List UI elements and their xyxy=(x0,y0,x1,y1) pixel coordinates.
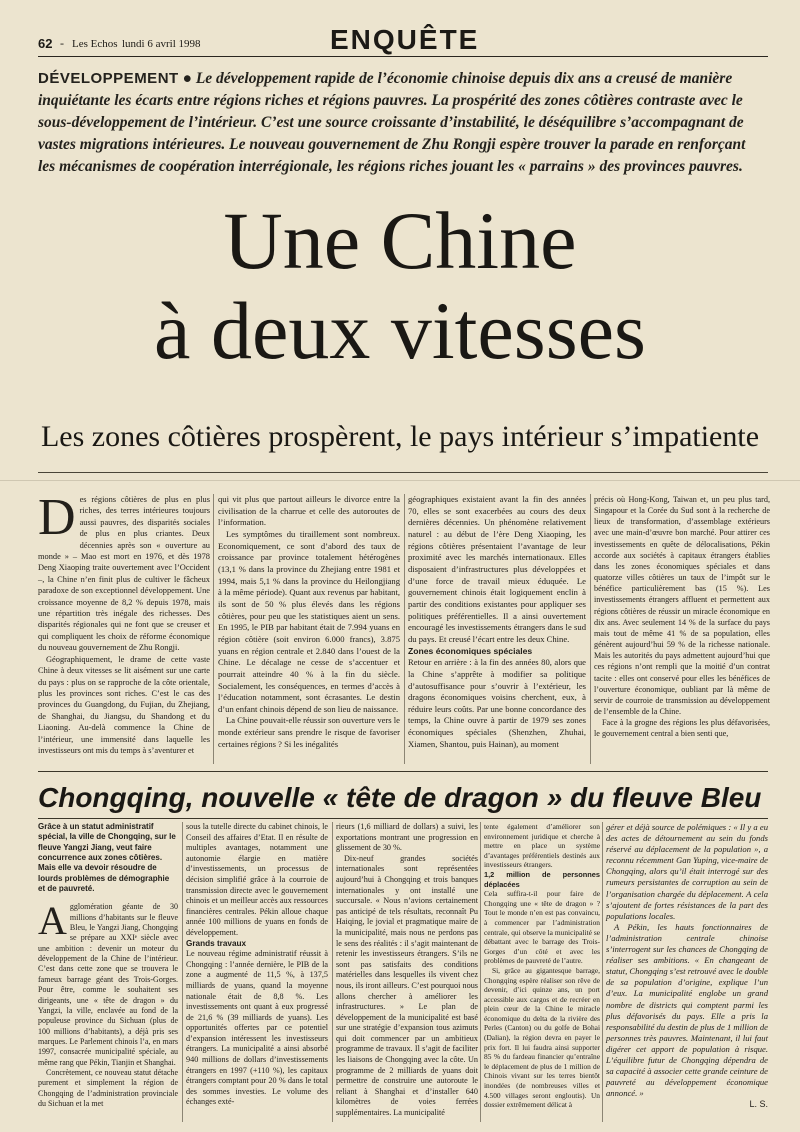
paragraph: Retour en arrière : à la fin des années 80, alors que la Chine s’apprête à modifier sa politique d’autosuffisance pour s’ouvrir à l’extérieur, les dragons économiques voisins cherchent, eux, à réduire leurs coûts. Par une bonne concordance des temps, la Chine ouvre à partir de 1979 ses zones économiques spéciales (Shenzhen, Zhuhai, Xiamen, Shantou, puis Hainan), au moment xyxy=(408,657,586,749)
article1-column-3 xyxy=(408,494,586,750)
lead-kicker: DÉVELOPPEMENT xyxy=(38,70,179,87)
headline-line-1: Une Chine xyxy=(223,195,577,286)
paragraph: Les symptômes du tiraillement sont nombreux. Economiquement, ce sont d’abord des taux de croissance par province totalement hétérogènes (13,1 % dans la province du Zhejiang entre 1981 et 1994, mais 5,1 % dans la province du Heilongjiang à la même période). Quant aux revenus par habitant, ils sont de 50 % plus élevés dans les régions côtières, pour peu que les statistiques aient un sens. En 1995, le PIB par habitant était de 7.994 yuans en région côtière (soit environ 6.000 francs), 3.875 yuans en région centrale et 2.840 dans l’ouest de la Chine. Le décalage ne cesse de s’accentuer et pourrait atteindre 40 % à la fin du siècle. Socialement, les conséquences, en termes d’accès à l’éducation notamment, sont écrasantes. Le destin d’un enfant chinois dépend de son lieu de naissance. xyxy=(218,528,400,714)
paragraph: Concrètement, ce nouveau statut détache purement et simplement la région de Chongqing de l’administration provinciale du Sichuan et la met xyxy=(38,1067,178,1108)
header-rule xyxy=(38,56,768,57)
paragraph: tente également d’améliorer son environnement juridique et cherche à mettre en place un système d’avantages préférentiels destinés aux investisseurs étrangers. xyxy=(484,822,600,870)
article2-column-2 xyxy=(186,822,328,1108)
paragraph: Cela suffira-t-il pour faire de Chongqing une « tête de dragon » ? Tout le monde n’en est pas convaincu, à commencer par l’administration centrale, qui observe la municipalité se débattant avec le barrage des Trois-Gorges d’un côté et avec les problèmes de pauvreté de l’autre. xyxy=(484,889,600,966)
intertitle: 1,2 million de personnes déplacées xyxy=(484,869,600,889)
paragraph: Si, grâce au gigantesque barrage, Chongqing espère réaliser son rêve de devenir, d’ici quinze ans, un port accessible aux cargos et de recréer en plein cœur de la Chine le miracle économique du delta de la rivière des Perles (Canton) ou du golfe de Bohai (Dalian), la région devra en payer le prix fort. Il lui faudra ainsi supporter 85 % du fardeau financier qu’entraîne le déplacement de plus de 1 million de Chinois vivant sur les terres bientôt inondées (de nombreuses villes et 4.500 villages seront engloutis). Un dossier extrêmement délicat à xyxy=(484,965,600,1110)
publication-name: Les Echos xyxy=(72,38,118,50)
subhead-rule xyxy=(38,472,768,473)
paragraph: précis où Hong-Kong, Taiwan et, un peu plus tard, Singapour et la Corée du Sud sont à la recherche de lieux de transformation, d’assemblage extérieurs avec une main-d’œuvre bon marché. Pour attirer ces investissements en quête de délocalisations, Pékin accorde aux sociétés à capitaux étrangers établies dans les zones économiques spéciales et dans quatorze villes côtières un taux de l’impôt sur le bénéfice particulièrement bas (15 %). Les investissements étrangers affluent et permettent aux régions côtières de réussir un miracle économique en dix ans. Avec seulement 14 % de la surface du pays mais tout de même 41 % de sa population, elles génèrent aujourd’hui 59 % de la richesse nationale. Mais les autorités du pays admettent aujourd’hui que ces régions n’ont rempli que la moitié d’un contrat tacite : elles ont conservé pour elles les bénéfices de l’ouverture économique, oubliant par là même de servir de courroie de transmission au développement de l’ensemble de la Chine. xyxy=(594,495,770,716)
paragraph: rieurs (1,6 milliard de dollars) a suivi, les exportations montrant une progression en glissement de 30 %. xyxy=(336,822,478,853)
column-divider xyxy=(182,822,183,1122)
article-separator xyxy=(38,771,768,772)
column-divider xyxy=(590,494,591,764)
intertitle: Grands travaux xyxy=(186,938,247,948)
paragraph: A Pékin, les hauts fonctionnaires de l’administration centrale chinoise s’interrogent sur les chances de Chongqing de réaliser ses ambitions. « En changeant de statut, Chongqing s’est retrouvé avec le double de sa population d’origine, explique l’un d’eux. La municipalité englobe un grand nombre de districts qui comptent parmi les plus défavorisés du pays. Elle a pris la responsabilité du destin de plus de 1 million de personnes très pauvres. Maintenant, il lui faut digérer cet apport de population à risque. L’équilibre futur de Chongqing dépendra de sa capacité à associer cette grande ceinture de pauvreté au développement économique annoncé. » xyxy=(606,921,768,1099)
paragraph: Le nouveau régime administratif réussit à Chongqing : l’année dernière, le PIB de la zone a augmenté de 11,5 %, à 137,5 milliards de yuans, quand la moyenne nationale était de 8,8 %. Les investissements ont quant à eux progressé de 21,6 % (39 milliards de yuans). Les opportunités offertes par ce potentiel d’expansion intéressent les investisseurs étrangers. La municipalité a ainsi absorbé 940 millions de dollars d’investissements étrangers en 1997 (+110 %), les capitaux étrangers comptant pour 20 % dans le total des sommes investies. Le volume des échanges exté- xyxy=(186,949,328,1107)
column-divider xyxy=(602,822,603,1122)
paragraph: géographiques existaient avant la fin des années 70, elles se sont exacerbées au cours des deux dernières décennies. Un phénomène relativement naturel : au début de l’ère Deng Xiaoping, les régions côtières présentaient l’avantage de leur proximité avec les marchés internationaux. Elles disposaient d’infrastructures plus développées et d’une force de travail mieux éduquée. Le gouvernement chinois était logiquement enclin à partir des conditions existantes pour appliquer ses politiques préférentielles. Il a ainsi ouvertement encouragé les investissements étrangers dans le sud du pays. Et creusé l’écart entre les deux Chine. xyxy=(408,494,586,644)
article2-column-5 xyxy=(606,822,768,1110)
paragraph: La Chine pouvait-elle réussir son ouverture vers le monde extérieur sans prendre le risque de favoriser certaines régions ? Si les inégalités xyxy=(218,715,400,749)
paragraph: sous la tutelle directe du cabinet chinois, le Conseil des affaires d’Etat. Il en résulte de multiples avantages, notamment une autonomie élargie en matière d’investissements, un processus de décision simplifié grâce à la courroie de transmission directe avec le gouvernement chinois et un meilleur accès aux ressources financières centrales. Pékin alloue chaque année 100 millions de yuans en fonds de développement. xyxy=(186,822,328,937)
paragraph: Agglomération géante de 30 millions d’habitants sur le fleuve Bleu, le Yangzi Jiang, Chongqing se prépare au XXIᵉ siècle avec une ambition : devenir un moteur du développement de la Chine de l’intérieur. C’est dans cette zone que se trouvera le fameux barrage géant des Trois-Gorges. Pour être, comme le souhaitent ses dirigeants, une « tête de dragon » du Yangzi, la ville, enclavée au fond de la populeuse province du Sichuan (plus de 100 millions d’habitants), a déjà pris ses marques. Le Parlement chinois l’a, en mars 1997, consacrée municipalité spéciale, au même rang que Pékin, Tianjin et Shanghai. xyxy=(38,898,178,1067)
header-separator: - xyxy=(60,36,64,50)
paragraph: gérer et déjà source de polémiques : « Il y a eu des actes de détournement au sein du fonds réservé au déplacement de la population », a reconnu récemment Gan Yuping, vice-maire de Chongqing, alors qu’il était interrogé sur des rumeurs persistantes de corruption au sein de l’organisation chargée du déplacement. A cela s’ajoutent de fortes résistances de la part des populations locales. xyxy=(606,822,768,921)
intertitle: Zones économiques spéciales xyxy=(408,645,533,656)
column-divider xyxy=(213,494,214,764)
headline2-rule xyxy=(38,818,768,819)
section-title: ENQUÊTE xyxy=(330,24,480,55)
paragraph: Des régions côtières de plus en plus riches, des terres intérieures toujours aussi pauvres, des disparités sociales de plus en plus criantes. Deux décennies après son « ouverture au monde » – Mao est mort en 1976, et dès 1978 Deng Xiaoping traite ouvertement avec l’Occident –, la Chine n’en finit plus de cultiver le fâcheux paradoxe de son exceptionnel développement. Une croissance moyenne de 8,2 % depuis 1978, mais une répartition très inégale des richesses. Des disparités régionales qui ne font que se creuser et qui compliquent les choix de réforme économique du nouveau gouvernement de Zhu Rongji. xyxy=(38,489,210,653)
paragraph: qui vit plus que partout ailleurs le divorce entre la civilisation de la charrue et celle des autoroutes de l’information. xyxy=(218,494,400,528)
drop-cap: A xyxy=(38,898,67,944)
publication-date: lundi 6 avril 1998 xyxy=(122,38,201,50)
article-subhead: Les zones côtières prospèrent, le pays intérieur s’impatiente xyxy=(40,420,760,453)
article-headline xyxy=(0,196,800,376)
headline-line-2: à deux vitesses xyxy=(154,285,646,376)
lead-paragraph xyxy=(38,68,766,178)
article1-column-2 xyxy=(218,494,400,750)
bullet-icon: ● xyxy=(178,70,192,87)
article2-column-3 xyxy=(336,822,478,1119)
article2-headline: Chongqing, nouvelle « tête de dragon » du fleuve Bleu xyxy=(38,782,762,813)
page-number: 62 xyxy=(38,36,53,51)
author-signature: L. S. xyxy=(749,1099,768,1110)
paper-fold-line xyxy=(0,480,800,481)
drop-cap: D xyxy=(38,489,76,546)
column-divider xyxy=(332,822,333,1122)
lead-text: Le développement rapide de l’économie chinoise depuis dix ans a creusé de manière inquiétante les écarts entre régions riches et régions pauvres. La prospérité des zones côtières contraste avec le sous-développement de l’intérieur. C’est une source croissante d’instabilité, le déséquilibre s’accompagnant de vastes migrations intérieures. Le nouveau gouvernement de Zhu Rongji espère trouver la parade en renforçant les mécanismes de coopération interrégionale, les régions riches jouant les « parrains » des provinces pauvres. xyxy=(38,70,746,175)
article1-column-4 xyxy=(594,494,770,739)
article1-column-1 xyxy=(38,489,210,756)
article2-column-4 xyxy=(484,822,600,1110)
paragraph: Géographiquement, le drame de cette vaste Chine à deux vitesses se lit aisément sur une carte du pays : plus on se rapproche de la côte orientale, plus les provinces sont riches. C’est le cas des provinces du Guangdong, du Fujian, du Zhejiang, de Shanghai, du Jiangsu, du Shandong et du Liaoning. Au-delà commence la Chine de l’intérieur, une immensité dans laquelle les investisseurs ont mis du temps à s’aventurer et xyxy=(38,654,210,755)
paragraph: Face à la grogne des régions les plus défavorisées, le gouvernement central a bien senti que, xyxy=(594,718,770,739)
article2-column-1 xyxy=(38,822,178,1109)
column-divider xyxy=(404,494,405,764)
article2-intro: Grâce à un statut administratif spécial, la ville de Chongqing, sur le fleuve Yangzi Jiang, veut faire concurrence aux zones côtières. Mais elle va devoir résoudre de lourds problèmes de démographie et de pauvreté. xyxy=(38,822,176,894)
column-divider xyxy=(480,822,481,1122)
paragraph: Dix-neuf grandes sociétés internationales sont représentées aujourd’hui à Chongqing et trois banques internationales y ont installé une succursale. « Nous n’avions certainement pas anticipé de tels résultats, reconnaît Pu Haiqing, le jovial et pragmatique maire de la municipalité, mais nous ne perdons pas le sens des réalités : il s’agit maintenant de retenir les investisseurs étrangers. S’ils ne sont pas satisfaits des conditions matérielles dans lesquelles ils vivent chez nous, ils iront ailleurs. C’est pourquoi nous allons chercher à améliorer les infrastructures. » Le plan de développement de la municipalité est basé sur une stratégie d’expansion tous azimuts qui doit commencer par un ambitieux programme de travaux. Il s’agit de faciliter les liaisons de Chongqing avec la côte. Un programme de 2 milliards de yuans doit permettre de construire une autoroute le reliant à Shanghai et d’installer 640 kilomètres de voies ferrées supplémentaires. La municipalité xyxy=(336,853,478,1118)
